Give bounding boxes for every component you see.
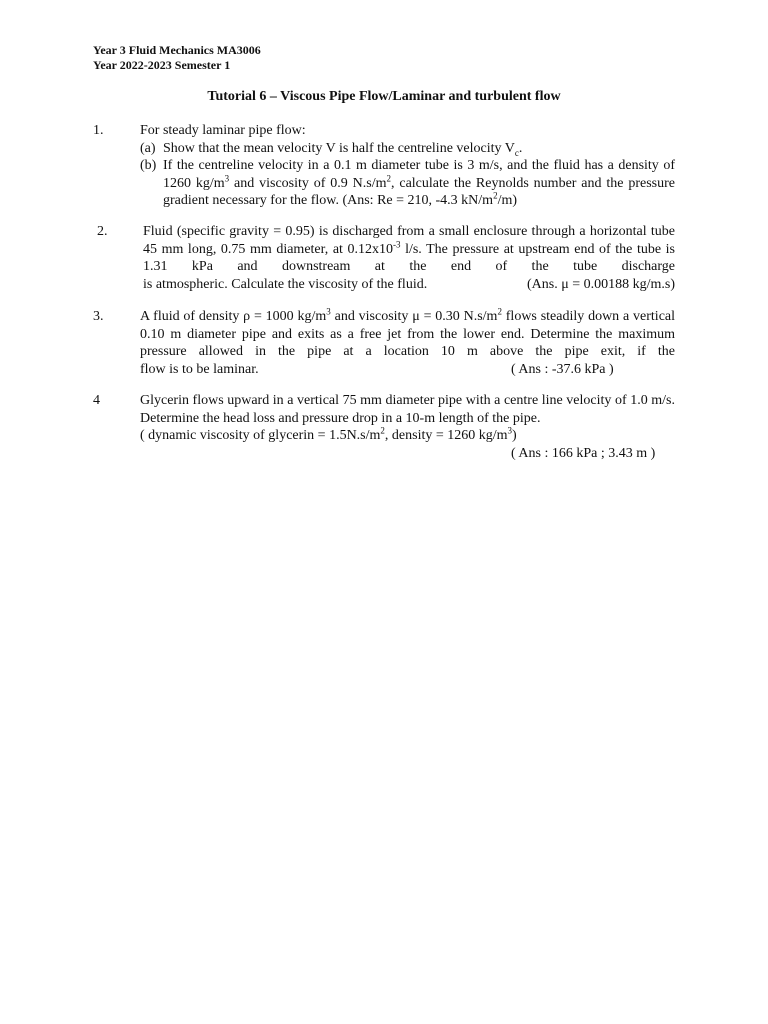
text-segment: ( dynamic viscosity of glycerin = 1.5N.s/m: [140, 428, 381, 443]
sub-question-b: [140, 157, 675, 210]
text-segment: , calculate the Reynolds number and the pressure gradient necessary for the flow. (Ans: Re = 210, -4.3 kN/m: [163, 175, 676, 208]
question-body: [140, 308, 675, 378]
text-segment: flow is to be laminar.: [140, 361, 259, 377]
semester-header: Year 2022-2023 Semester 1: [93, 58, 231, 72]
question-number: 4: [93, 393, 100, 408]
question-text: [140, 308, 675, 361]
question-body: [140, 392, 675, 462]
question-last-line: [140, 361, 675, 379]
superscript: 2: [386, 172, 391, 183]
text-segment: If the centreline velocity in a 0.1 m diameter tube is 3 m/s, and the fluid has a density of 1260 kg/m: [163, 158, 675, 191]
text-segment: Fluid (specific gravity = 0.95) is discharged from a small enclosure through a horizontal tube 45 mm long, 0.75 mm diameter, at 0.12x10: [143, 224, 675, 257]
given-properties: [140, 427, 675, 445]
text-segment: ): [512, 428, 517, 443]
answer: ( Ans : -37.6 kPa ): [511, 361, 614, 377]
question-number: 1.: [93, 123, 104, 138]
text-segment: and viscosity μ = 0.30 N.s/m: [330, 309, 498, 324]
text-segment: , density = 1260 kg/m: [384, 428, 508, 443]
superscript: -3: [393, 238, 401, 249]
question-number: 2.: [97, 224, 108, 239]
page-title: Tutorial 6 – Viscous Pipe Flow/Laminar and turbulent flow: [207, 89, 561, 104]
question-text: Glycerin flows upward in a vertical 75 mm diameter pipe with a centre line velocity of 1.0 m/s. Determine the head loss and pressure drop in a 10-m length of the pipe.: [140, 393, 675, 426]
course-header: Year 3 Fluid Mechanics MA3006: [93, 43, 261, 57]
question-body: [140, 122, 675, 210]
question-last-line: [143, 276, 675, 294]
question-intro: For steady laminar pipe flow:: [140, 123, 306, 138]
answer-line: [140, 445, 675, 463]
subscript: c: [514, 147, 519, 158]
superscript: 2: [497, 306, 502, 317]
superscript: 2: [493, 190, 498, 201]
sub-question-label: (a): [140, 140, 156, 156]
superscript: 3: [326, 306, 331, 317]
question-number: 3.: [93, 309, 104, 324]
sub-question-text: Show that the mean velocity V is half the centreline velocity V: [163, 140, 515, 156]
text-segment: and viscosity of 0.9 N.s/m: [229, 175, 387, 191]
punctuation: .: [518, 140, 523, 156]
sub-question-label: (b): [140, 158, 157, 173]
text-segment: is atmospheric. Calculate the viscosity of the fluid.: [143, 276, 428, 292]
text-segment: A fluid of density ρ = 1000 kg/m: [140, 309, 327, 324]
sub-question-a: [140, 140, 675, 158]
text-segment: l/s. The pressure at upstream end of the tube is 1.31 kPa and downstream at the end of the tube discharge: [143, 241, 675, 274]
superscript: 3: [507, 425, 513, 436]
question-text: [143, 223, 675, 276]
text-segment: /m): [497, 193, 518, 208]
question-body: [143, 223, 675, 293]
text-segment: flows steadily down a vertical 0.10 m diameter pipe and exits as a free jet from the lower end. Determine the maximum pressure allowed in the pipe at a location 10 m above the pipe exit, if the: [140, 309, 676, 359]
superscript: 3: [224, 172, 230, 183]
superscript: 2: [380, 425, 385, 436]
answer: ( Ans : 166 kPa ; 3.43 m ): [511, 445, 656, 461]
answer: (Ans. μ = 0.00188 kg/m.s): [526, 276, 675, 292]
